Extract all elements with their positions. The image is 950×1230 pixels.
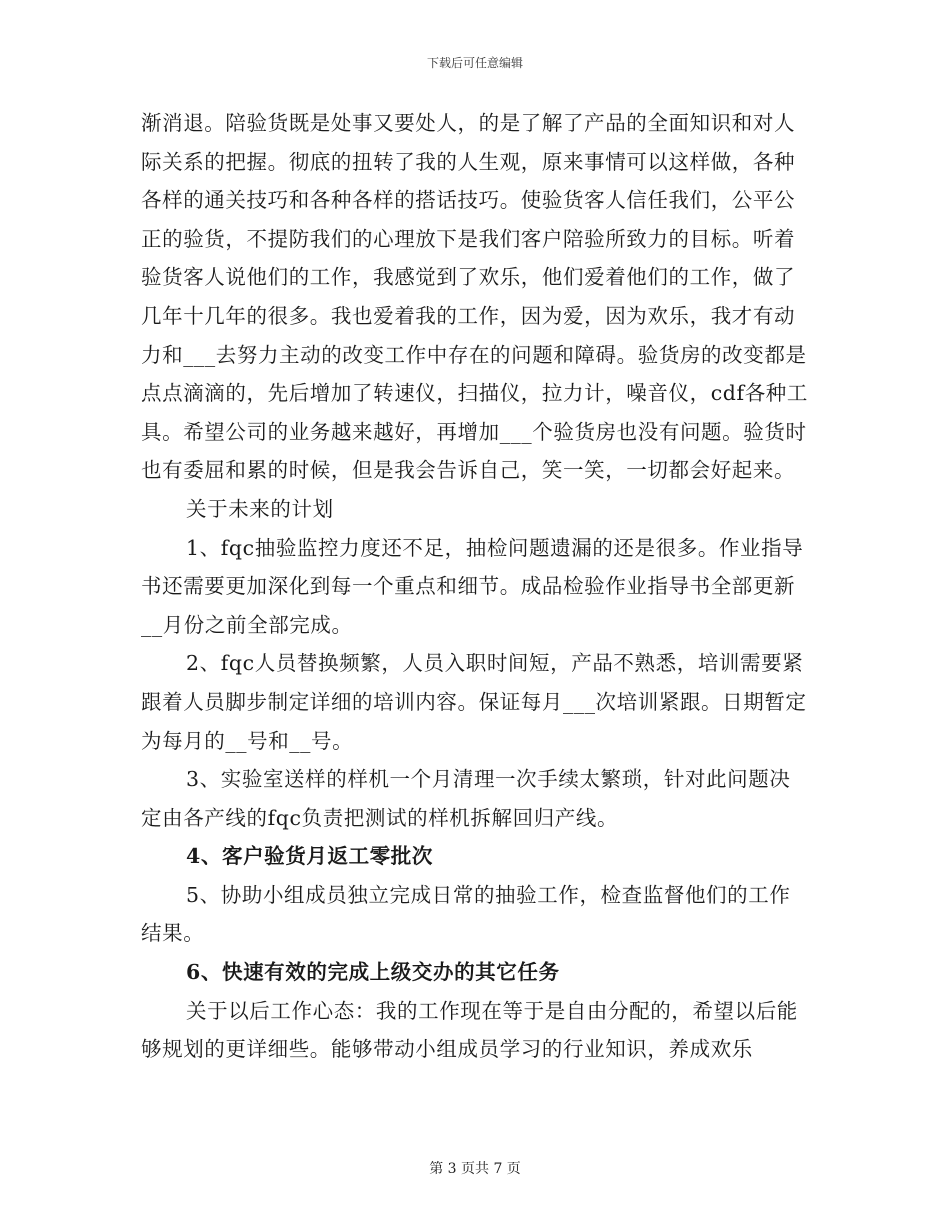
plan-item-3: 3、实验室送样的样机一个月清理一次手续太繁琐，针对此问题决定由各产线的fqc负责把测试的样机拆解回归产线。 (141, 767, 791, 830)
document-body (141, 104, 809, 1069)
header-note: 下载后可任意编辑 (426, 56, 523, 70)
plan-item-2: 2、fqc人员替换频繁，人员入职时间短，产品不熟悉，培训需要紧跟着人员脚步制定详细的培训内容。保证每月___次培训紧跟。日期暂定为每月的__号和__号。 (141, 651, 807, 753)
section-heading-future-plan: 关于未来的计划 (186, 496, 334, 521)
page-number: 第 3 页共 7 页 (429, 1161, 521, 1177)
plan-item-6: 6、快速有效的完成上级交办的其它任务 (186, 960, 560, 985)
plan-item-5: 5、协助小组成员独立完成日常的抽验工作，检查监督他们的工作结果。 (141, 882, 791, 946)
plan-item-1: 1、fqc抽验监控力度还不足，抽检问题遗漏的还是很多。作业指导书还需要更加深化到每一个重点和细节。成品检验作业指导书全部更新__月份之前全部完成。 (141, 535, 804, 637)
paragraph-continuation: 渐消退。陪验货既是处事又要处人，的是了解了产品的全面知识和对人际关系的把握。彻底的扭转了我的人生观，原来事情可以这样做，各种各样的通关技巧和各种各样的搭话技巧。使验货客人信任我们，公平公正的验货，不提防我们的心理放下是我们客户陪验所致力的目标。听着验货客人说他们的工作，我感觉到了欢乐，他们爱着他们的工作，做了几年十几年的很多。我也爱着我的工作，因为爱，因为欢乐，我才有动力和___去努力主动的改变工作中存在的问题和障碍。验货房的改变都是点点滴滴的，先后增加了转速仪，扫描仪，拉力计，噪音仪，cdf各种工具。希望公司的业务越来越好，再增加___个验货房也没有问题。验货时也有委屈和累的时候，但是我会告诉自己，笑一笑，一切都会好起来。 (141, 111, 808, 483)
paragraph-work-attitude: 关于以后工作心态：我的工作现在等于是自由分配的，希望以后能够规划的更详细些。能够带动小组成员学习的行业知识，养成欢乐 (141, 998, 798, 1062)
plan-item-4: 4、客户验货月返工零批次 (186, 844, 433, 869)
